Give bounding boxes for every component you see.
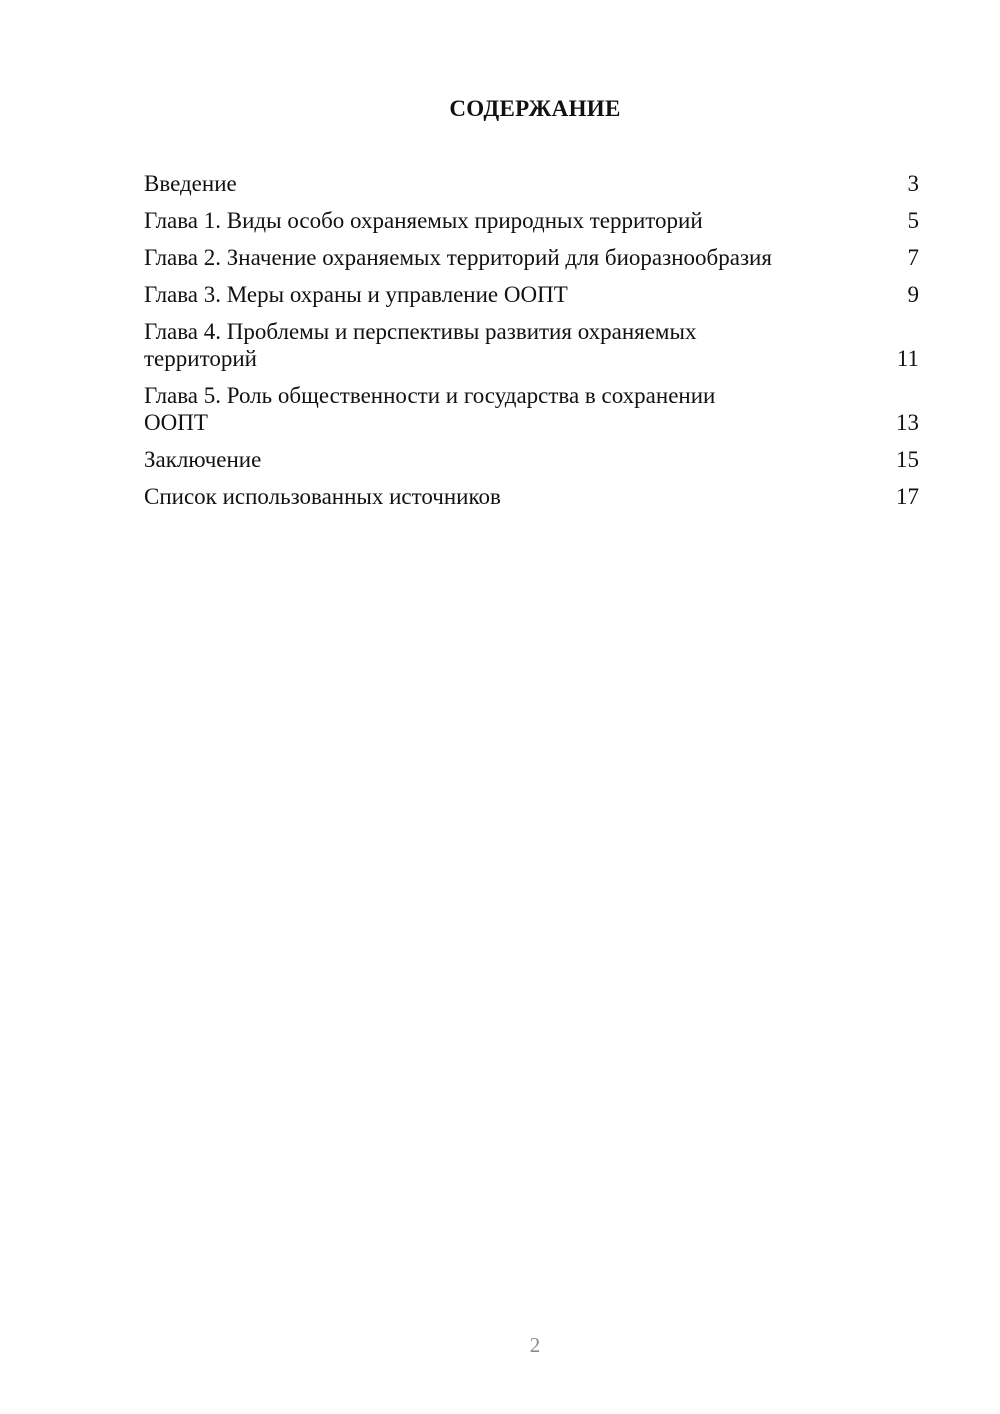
toc-item-page: 17 (896, 484, 919, 509)
page-title: СОДЕРЖАНИЕ (449, 96, 621, 121)
toc-item-page: 3 (907, 171, 919, 196)
toc-item-label: Глава 2. Значение охраняемых территорий для биоразнообразия (144, 245, 772, 270)
toc-item-chapter-3[interactable] (144, 281, 919, 308)
toc-item-label: Глава 4. Проблемы и перспективы развития охраняемых территорий (144, 319, 697, 371)
toc-item-chapter-1[interactable] (144, 207, 919, 234)
toc-item-label: Введение (144, 171, 237, 196)
toc-item-page: 5 (907, 208, 919, 233)
toc-item-chapter-5[interactable] (144, 382, 919, 436)
toc-item-page: 11 (896, 346, 919, 371)
toc-item-chapter-2[interactable] (144, 244, 919, 271)
toc-item-page: 7 (907, 245, 919, 270)
toc-item-references[interactable] (144, 483, 919, 510)
toc-item-introduction[interactable] (144, 170, 919, 197)
toc-item-label: Глава 3. Меры охраны и управление ООПТ (144, 282, 568, 307)
toc-item-page: 9 (907, 282, 919, 307)
toc-item-label: Заключение (144, 447, 262, 472)
toc-item-label: Список использованных источников (144, 484, 501, 509)
toc-item-conclusion[interactable] (144, 446, 919, 473)
toc-item-chapter-4[interactable] (144, 318, 919, 372)
toc-item-page: 15 (896, 447, 919, 472)
table-of-contents (144, 170, 919, 520)
page-number: 2 (529, 1333, 541, 1357)
toc-item-label: Глава 5. Роль общественности и государства в сохранении ООПТ (144, 383, 716, 435)
toc-item-label: Глава 1. Виды особо охраняемых природных территорий (144, 208, 703, 233)
toc-item-page: 13 (896, 410, 919, 435)
